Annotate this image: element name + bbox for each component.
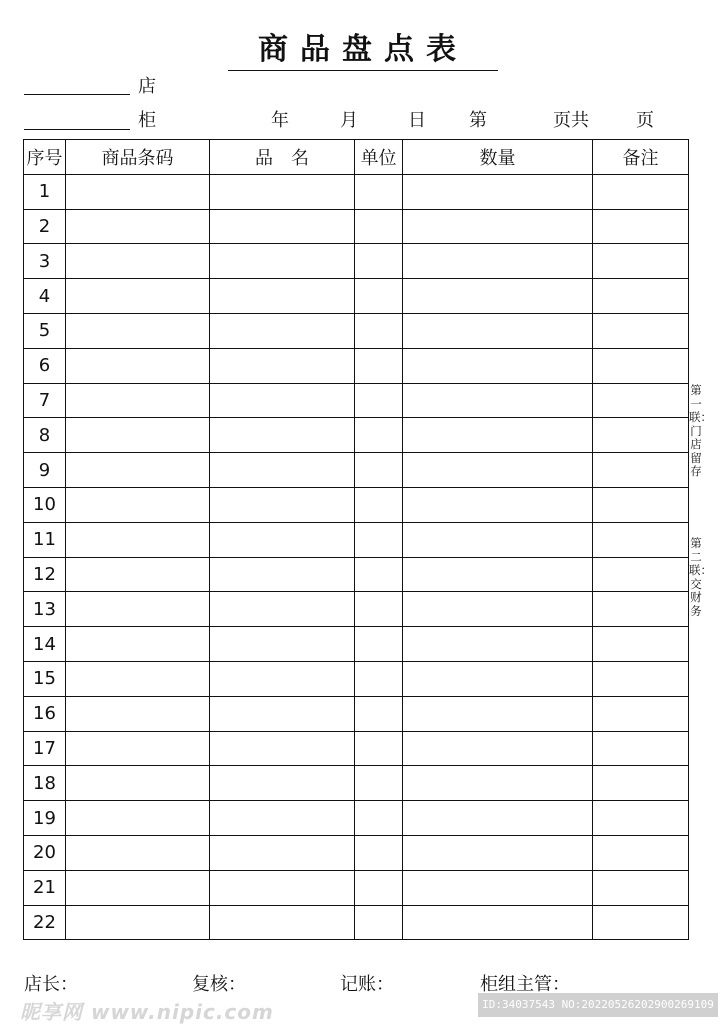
side-note-second-copy: 第二联：交财务 <box>689 536 712 618</box>
quantity-cell <box>403 835 593 870</box>
month-label: 月 <box>340 110 358 131</box>
row-serial-number: 7 <box>24 383 66 418</box>
barcode-cell <box>66 453 210 488</box>
table-row <box>24 522 689 557</box>
unit-cell <box>355 835 403 870</box>
barcode-cell <box>66 696 210 731</box>
col-header-remarks: 备注 <box>593 140 689 175</box>
table-row <box>24 835 689 870</box>
counter-supervisor-label: 柜组主管： <box>480 974 570 995</box>
remarks-cell <box>593 592 689 627</box>
row-serial-number: 11 <box>24 522 66 557</box>
product-name-cell <box>210 313 355 348</box>
quantity-cell <box>403 557 593 592</box>
product-name-cell <box>210 418 355 453</box>
unit-cell <box>355 209 403 244</box>
inventory-table <box>23 139 689 940</box>
remarks-cell <box>593 835 689 870</box>
table-row <box>24 453 689 488</box>
remarks-cell <box>593 383 689 418</box>
product-name-cell <box>210 627 355 662</box>
barcode-cell <box>66 905 210 940</box>
table-row <box>24 696 689 731</box>
barcode-cell <box>66 174 210 209</box>
row-serial-number: 10 <box>24 487 66 522</box>
unit-cell <box>355 313 403 348</box>
product-name-cell <box>210 522 355 557</box>
row-serial-number: 15 <box>24 661 66 696</box>
side-note-first-copy: 第一联：门店留存 <box>689 383 712 478</box>
quantity-cell <box>403 174 593 209</box>
unit-cell <box>355 592 403 627</box>
reviewer-label: 复核： <box>192 974 246 995</box>
row-serial-number: 8 <box>24 418 66 453</box>
unit-cell <box>355 383 403 418</box>
unit-cell <box>355 348 403 383</box>
product-name-cell <box>210 209 355 244</box>
product-name-cell <box>210 174 355 209</box>
barcode-cell <box>66 487 210 522</box>
unit-cell <box>355 801 403 836</box>
col-header-product-name: 品 名 <box>210 140 355 175</box>
col-header-unit: 单位 <box>355 140 403 175</box>
table-row <box>24 731 689 766</box>
row-serial-number: 16 <box>24 696 66 731</box>
unit-cell <box>355 487 403 522</box>
row-serial-number: 3 <box>24 244 66 279</box>
remarks-cell <box>593 627 689 662</box>
barcode-cell <box>66 418 210 453</box>
product-name-cell <box>210 905 355 940</box>
remarks-cell <box>593 766 689 801</box>
barcode-cell <box>66 209 210 244</box>
barcode-cell <box>66 661 210 696</box>
table-row <box>24 418 689 453</box>
col-header-serial: 序号 <box>24 140 66 175</box>
table-row <box>24 766 689 801</box>
remarks-cell <box>593 801 689 836</box>
row-serial-number: 18 <box>24 766 66 801</box>
quantity-cell <box>403 661 593 696</box>
barcode-cell <box>66 870 210 905</box>
row-serial-number: 17 <box>24 731 66 766</box>
remarks-cell <box>593 209 689 244</box>
remarks-cell <box>593 522 689 557</box>
page-number-label: 第 <box>469 110 487 131</box>
store-manager-label: 店长： <box>24 974 78 995</box>
table-row <box>24 244 689 279</box>
unit-cell <box>355 696 403 731</box>
row-serial-number: 22 <box>24 905 66 940</box>
quantity-cell <box>403 313 593 348</box>
counter-label: 柜 <box>138 110 156 131</box>
page-end-label: 页 <box>636 110 654 131</box>
remarks-cell <box>593 279 689 314</box>
table-row <box>24 801 689 836</box>
unit-cell <box>355 731 403 766</box>
barcode-cell <box>66 835 210 870</box>
page-total-label: 页共 <box>553 110 589 131</box>
quantity-cell <box>403 453 593 488</box>
barcode-cell <box>66 522 210 557</box>
remarks-cell <box>593 661 689 696</box>
product-name-cell <box>210 279 355 314</box>
product-name-cell <box>210 453 355 488</box>
unit-cell <box>355 905 403 940</box>
product-name-cell <box>210 731 355 766</box>
col-header-barcode: 商品条码 <box>66 140 210 175</box>
remarks-cell <box>593 487 689 522</box>
quantity-cell <box>403 209 593 244</box>
page-title: 商品盘点表 <box>228 24 498 71</box>
product-name-cell <box>210 835 355 870</box>
product-name-cell <box>210 557 355 592</box>
quantity-cell <box>403 418 593 453</box>
watermark-id: ID:34037543 NO:20220526202900269109 <box>478 993 718 1017</box>
store-label: 店 <box>138 76 156 97</box>
col-header-quantity: 数量 <box>403 140 593 175</box>
remarks-cell <box>593 696 689 731</box>
barcode-cell <box>66 766 210 801</box>
remarks-cell <box>593 731 689 766</box>
barcode-cell <box>66 383 210 418</box>
remarks-cell <box>593 174 689 209</box>
quantity-cell <box>403 592 593 627</box>
row-serial-number: 9 <box>24 453 66 488</box>
table-row <box>24 905 689 940</box>
quantity-cell <box>403 801 593 836</box>
product-name-cell <box>210 766 355 801</box>
table-row <box>24 383 689 418</box>
product-name-cell <box>210 661 355 696</box>
table-row <box>24 661 689 696</box>
table-row <box>24 313 689 348</box>
row-serial-number: 21 <box>24 870 66 905</box>
product-name-cell <box>210 592 355 627</box>
remarks-cell <box>593 453 689 488</box>
counter-blank-line <box>24 129 130 130</box>
remarks-cell <box>593 870 689 905</box>
remarks-cell <box>593 313 689 348</box>
quantity-cell <box>403 696 593 731</box>
quantity-cell <box>403 522 593 557</box>
table-row <box>24 557 689 592</box>
product-name-cell <box>210 801 355 836</box>
barcode-cell <box>66 592 210 627</box>
unit-cell <box>355 279 403 314</box>
row-serial-number: 13 <box>24 592 66 627</box>
product-name-cell <box>210 487 355 522</box>
row-serial-number: 19 <box>24 801 66 836</box>
table-row <box>24 174 689 209</box>
year-label: 年 <box>271 110 289 131</box>
barcode-cell <box>66 731 210 766</box>
table-header-row <box>24 140 689 175</box>
remarks-cell <box>593 418 689 453</box>
table-row <box>24 870 689 905</box>
watermark-logo: 昵享网 www.nipic.com <box>20 1000 274 1024</box>
product-name-cell <box>210 348 355 383</box>
table-row <box>24 209 689 244</box>
remarks-cell <box>593 348 689 383</box>
unit-cell <box>355 418 403 453</box>
product-name-cell <box>210 696 355 731</box>
barcode-cell <box>66 244 210 279</box>
table-row <box>24 627 689 662</box>
remarks-cell <box>593 905 689 940</box>
row-serial-number: 4 <box>24 279 66 314</box>
row-serial-number: 6 <box>24 348 66 383</box>
quantity-cell <box>403 766 593 801</box>
quantity-cell <box>403 731 593 766</box>
barcode-cell <box>66 557 210 592</box>
unit-cell <box>355 766 403 801</box>
quantity-cell <box>403 627 593 662</box>
row-serial-number: 2 <box>24 209 66 244</box>
unit-cell <box>355 522 403 557</box>
remarks-cell <box>593 557 689 592</box>
quantity-cell <box>403 348 593 383</box>
row-serial-number: 20 <box>24 835 66 870</box>
table-row <box>24 592 689 627</box>
unit-cell <box>355 244 403 279</box>
unit-cell <box>355 557 403 592</box>
quantity-cell <box>403 279 593 314</box>
quantity-cell <box>403 244 593 279</box>
barcode-cell <box>66 627 210 662</box>
barcode-cell <box>66 801 210 836</box>
barcode-cell <box>66 313 210 348</box>
row-serial-number: 1 <box>24 174 66 209</box>
product-name-cell <box>210 244 355 279</box>
row-serial-number: 14 <box>24 627 66 662</box>
quantity-cell <box>403 487 593 522</box>
unit-cell <box>355 661 403 696</box>
unit-cell <box>355 174 403 209</box>
remarks-cell <box>593 244 689 279</box>
barcode-cell <box>66 279 210 314</box>
bookkeeper-label: 记账： <box>340 974 394 995</box>
quantity-cell <box>403 870 593 905</box>
table-row <box>24 487 689 522</box>
unit-cell <box>355 627 403 662</box>
row-serial-number: 5 <box>24 313 66 348</box>
quantity-cell <box>403 905 593 940</box>
quantity-cell <box>403 383 593 418</box>
day-label: 日 <box>408 110 426 131</box>
row-serial-number: 12 <box>24 557 66 592</box>
store-blank-line <box>24 94 130 95</box>
barcode-cell <box>66 348 210 383</box>
table-row <box>24 348 689 383</box>
product-name-cell <box>210 383 355 418</box>
unit-cell <box>355 453 403 488</box>
product-name-cell <box>210 870 355 905</box>
unit-cell <box>355 870 403 905</box>
table-row <box>24 279 689 314</box>
